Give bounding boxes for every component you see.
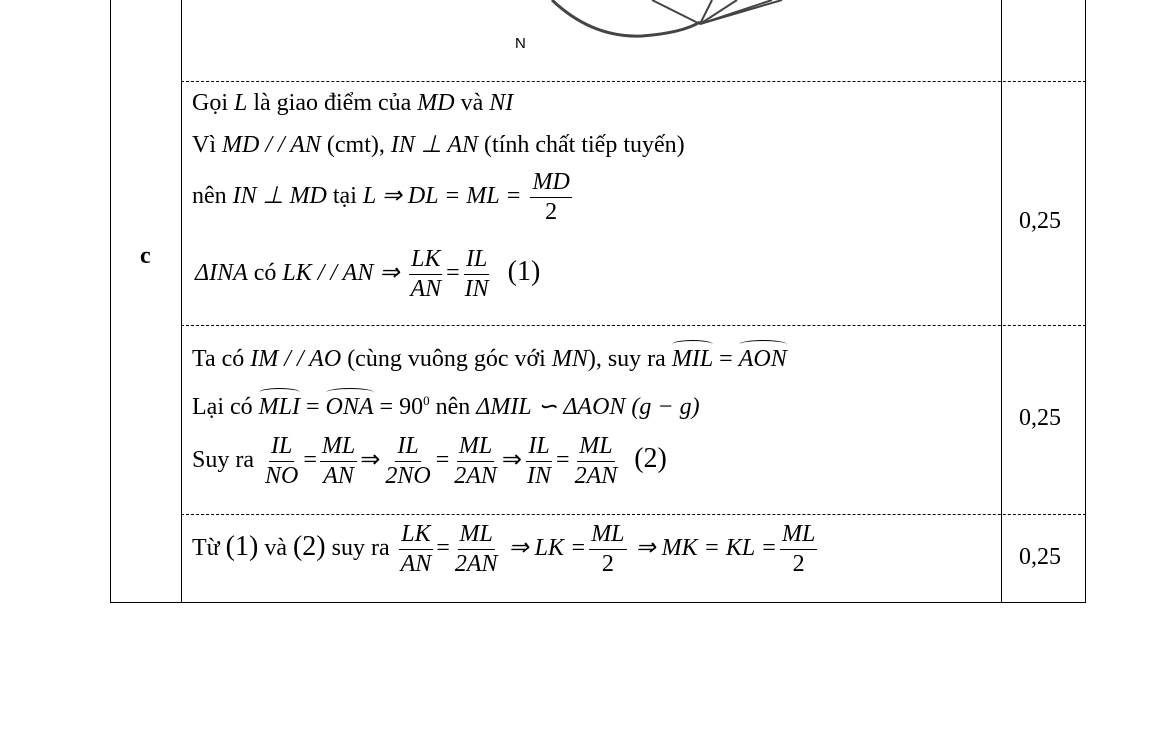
part-label: c	[140, 243, 151, 269]
angle: MLI	[259, 390, 300, 421]
math: IN ⊥ MD	[232, 183, 327, 210]
equals: =	[305, 394, 320, 420]
numerator: IL	[464, 247, 489, 275]
fraction	[399, 522, 434, 577]
math: MD / / AN	[222, 132, 321, 158]
angle: MIL	[672, 342, 713, 373]
numerator: IL	[526, 434, 551, 462]
segment-5	[700, 0, 782, 24]
numerator: ML	[589, 522, 626, 550]
text: (cmt),	[326, 132, 385, 158]
row1-line2	[192, 130, 685, 159]
equation-tag: (2)	[634, 443, 667, 475]
text: Gọi	[192, 90, 228, 116]
row-divider-1	[181, 81, 1086, 82]
math: ⇒ LK =	[508, 535, 587, 562]
segment-1	[652, 0, 700, 24]
math: (g − g)	[631, 394, 700, 420]
table-col-divider-2	[1001, 0, 1002, 603]
row2-line3: Suy ra $\frac{IL}{NO}$ = $\frac{ML}{AN}$ ⇒ $\frac{IL}{2NO}$ = $\frac{ML}{2AN}$ ⇒ $\frac{IL}{IN}$ = $\frac{ML}{2AN}$ (2)	[192, 433, 667, 490]
text: tại	[332, 183, 357, 210]
text: nên	[435, 394, 471, 420]
table-right-border	[1085, 0, 1086, 603]
fraction	[463, 247, 491, 302]
denominator: NO	[265, 463, 299, 490]
math: ΔINA	[195, 260, 248, 287]
point-label-n: N	[515, 35, 526, 52]
math: L ⇒ DL = ML =	[362, 183, 522, 210]
math: ⇒ MK = KL =	[635, 535, 777, 562]
table-col-divider-1	[181, 0, 182, 603]
angle: AON	[739, 342, 787, 373]
equation-tag: (1)	[507, 256, 541, 288]
math: ΔMIL ∽ ΔAON	[476, 394, 626, 420]
row3-line1: Từ (1) và (2) suy ra $\frac{LK}{AN}$ = $\frac{ML}{2AN}$ ⇒ LK = $\frac{ML}{2}$ ⇒ MK = KL = $\frac{ML}{2}$	[192, 521, 816, 578]
text: và	[460, 90, 484, 116]
math: L	[234, 90, 248, 116]
row2-line1	[192, 342, 787, 373]
denominator: 2NO	[385, 463, 431, 490]
table-bottom-border	[110, 602, 1086, 603]
math: = 90	[379, 394, 424, 420]
fraction	[453, 522, 500, 577]
equation-tag: (2)	[292, 531, 326, 563]
equation-tag: (1)	[225, 531, 259, 563]
row-divider-2	[181, 325, 1086, 326]
text: Ta có	[192, 346, 245, 372]
fraction	[263, 434, 300, 489]
denominator: IN	[527, 463, 552, 490]
fraction	[408, 247, 443, 302]
fraction	[573, 434, 620, 489]
table-left-border	[110, 0, 111, 603]
equals: =	[719, 346, 733, 372]
text: Vì	[192, 132, 216, 158]
denominator: 2AN	[574, 463, 618, 490]
fraction	[320, 434, 357, 489]
denominator: 2	[545, 199, 558, 226]
denominator: 2	[601, 551, 614, 578]
denominator: 2AN	[454, 551, 498, 578]
equals: =	[446, 260, 460, 287]
numerator: ML	[780, 522, 817, 550]
math: MN	[551, 346, 588, 372]
fraction	[589, 522, 626, 577]
numerator: ML	[320, 434, 357, 462]
numerator: LK	[399, 522, 432, 550]
text: nên	[192, 183, 227, 210]
fraction	[452, 434, 499, 489]
numerator: ML	[577, 434, 614, 462]
denominator: 2	[792, 551, 805, 578]
denominator: 2AN	[454, 463, 497, 490]
fraction	[525, 434, 553, 489]
row1-line3	[192, 170, 575, 225]
row1-line4	[195, 247, 540, 302]
angle: ONA	[326, 390, 374, 421]
row-divider-3	[181, 514, 1086, 515]
score: 0,25	[1019, 208, 1061, 234]
circle-arc	[552, 0, 700, 36]
degree: 0	[423, 393, 430, 408]
score: 0,25	[1019, 544, 1061, 570]
numerator: LK	[409, 247, 442, 275]
text: Lại có	[192, 394, 253, 420]
math: IN ⊥ AN	[390, 132, 479, 158]
numerator: ML	[458, 522, 495, 550]
math: MD	[417, 90, 455, 116]
row1-line1	[192, 90, 513, 117]
numerator: ML	[457, 434, 494, 462]
math: LK / / AN ⇒	[282, 260, 400, 287]
row2-line2	[192, 390, 700, 421]
text: suy ra	[331, 535, 390, 562]
fraction	[780, 522, 817, 577]
denominator: IN	[464, 276, 489, 303]
denominator: AN	[400, 551, 432, 578]
denominator: AN	[323, 463, 354, 490]
numerator: IL	[395, 434, 420, 462]
text: và	[264, 535, 287, 562]
text: ), suy ra	[587, 346, 666, 372]
score: 0,25	[1019, 405, 1061, 431]
math: IM / / AO	[250, 346, 342, 372]
geometry-figure	[182, 0, 1002, 80]
numerator: IL	[269, 434, 294, 462]
text: có	[253, 260, 277, 287]
fraction	[383, 434, 432, 489]
text: (cùng vuông góc với	[347, 346, 546, 372]
fraction	[530, 170, 571, 225]
numerator: MD	[530, 170, 571, 198]
text: là giao điểm của	[253, 90, 412, 116]
denominator: AN	[410, 276, 442, 303]
text: Từ	[192, 535, 220, 562]
text: (tính chất tiếp tuyến)	[484, 132, 685, 158]
math: NI	[489, 90, 514, 116]
text: Suy ra	[192, 447, 254, 474]
